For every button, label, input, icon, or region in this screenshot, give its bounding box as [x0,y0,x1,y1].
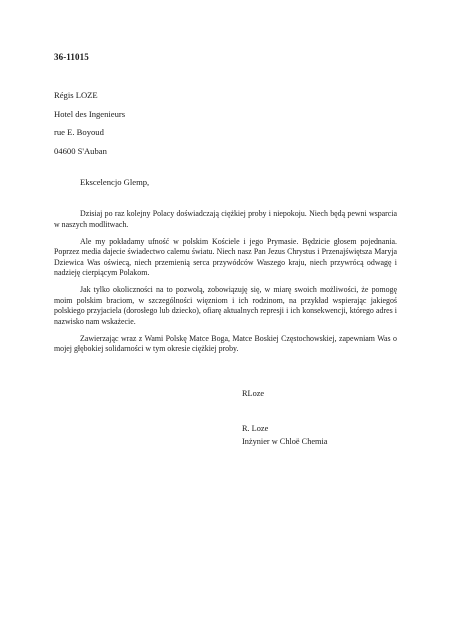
sender-city: 04600 S'Auban [54,145,107,156]
signature-title: Inżynier w Chloë Chemia [242,437,328,446]
letter-body [54,209,397,361]
reference-number: 36-11015 [54,52,89,62]
signature-name: R. Loze [242,424,269,433]
paragraph-1: Dzisiaj po raz kolejny Polacy doświadczają ciężkiej proby i niepokoju. Niech będą pewni wsparcia w naszych modlitwach. [54,209,397,229]
salutation: Ekscelencjo Glemp, [80,177,150,187]
paragraph-4: Zawierzając wraz z Wami Polskę Matce Boga, Matce Boskiej Częstochowskiej, zapewniam Was o mojej głębokiej solidarności w tym okresie ciężkiej proby. [54,333,397,353]
signature: RLoze [242,389,265,398]
sender-address [54,86,125,160]
sender-hotel: Hotel des Ingenieurs [54,108,126,119]
sender-street: rue E. Boyoud [54,127,104,137]
signature-block [242,422,327,448]
paragraph-2: Ale my pokładamy ufność w polskim Kościele i jego Prymasie. Będzicie głosem pojednania. Poprzez media dajecie świadectwo calemu światu. Niech nasz Pan Jezus Chrystus i Przenajświętsza Maryja Dziewica Was oświecą, niech przemienią serca przywódców Waszego kraju, niech przywrócą odwagę i nadzieję cierpiącym Polakom. [54,236,397,277]
sender-name: Régis LOZE [54,90,98,100]
paragraph-3: Jak tylko okoliczności na to pozwolą, zobowiązuję się, w miarę swoich możliwości, że pomogę moim polskim braciom, w szczególności więzniom i ich rodzinom, na przykład wspierając jakiegoś polskiego przyjaciela (dorosłego lub dziecko), ofiarę aktualnych represji i ich konsekwencji, którego adres i nazwisko nam wskażecie. [54,285,397,326]
